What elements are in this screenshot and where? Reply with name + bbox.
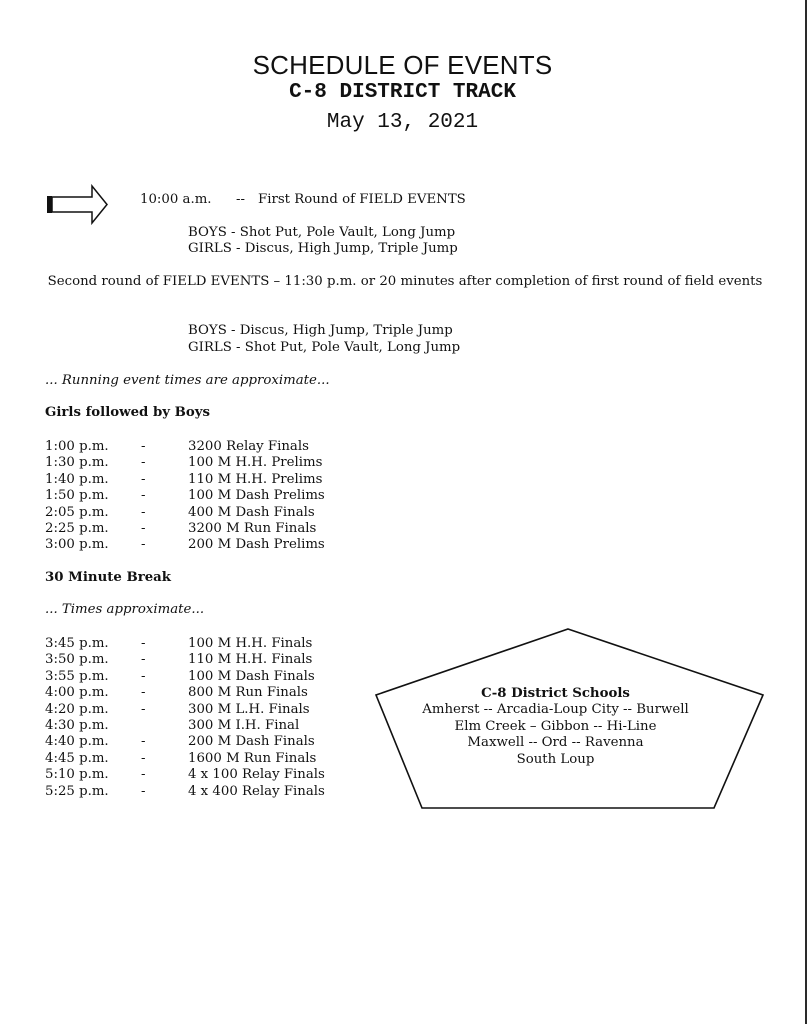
schools-title: C-8 District Schools <box>481 686 630 701</box>
event-name: 4 x 100 Relay Finals <box>188 767 325 783</box>
first-round-label: First Round of FIELD EVENTS <box>258 192 466 207</box>
event-name: 800 M Run Finals <box>188 685 308 701</box>
event-dash: - <box>141 701 146 717</box>
event-dash: - <box>141 783 146 799</box>
first-round-girls: GIRLS - Discus, High Jump, Triple Jump <box>188 241 458 256</box>
event-time: 3:50 p.m. <box>45 652 109 668</box>
event-time: 5:25 p.m. <box>45 783 109 799</box>
event-time: 3:00 p.m. <box>45 537 109 553</box>
schedule-row <box>0 669 400 685</box>
event-dash: - <box>141 439 146 454</box>
event-name: 200 M Dash Prelims <box>188 537 325 553</box>
event-name: 100 M Dash Finals <box>188 668 315 684</box>
event-name: 300 M L.H. Finals <box>188 701 310 717</box>
schedule-row <box>0 472 400 488</box>
event-time: 2:25 p.m. <box>45 521 109 536</box>
event-name: 100 M Dash Prelims <box>188 488 325 504</box>
event-name: 1600 M Run Finals <box>188 750 317 766</box>
event-time: 4:45 p.m. <box>45 750 109 766</box>
event-time: 4:40 p.m. <box>45 734 109 750</box>
event-name: 100 M H.H. Prelims <box>188 455 323 471</box>
times-note: ... Times approximate... <box>45 602 205 617</box>
page-subtitle: C-8 DISTRICT TRACK <box>289 81 516 104</box>
schedule-row <box>0 734 400 750</box>
event-name: 110 M H.H. Prelims <box>188 471 323 487</box>
right-arrow-icon <box>45 184 111 226</box>
event-time: 4:00 p.m. <box>45 685 109 701</box>
schools-line: Elm Creek – Gibbon -- Hi-Line <box>454 718 657 734</box>
event-name: 200 M Dash Finals <box>188 734 315 750</box>
event-dash: - <box>141 455 146 471</box>
event-name: 4 x 400 Relay Finals <box>188 783 325 799</box>
schools-line: South Loup <box>516 751 595 767</box>
second-round-text: Second round of FIELD EVENTS – 11:30 p.m. or 20 minutes after completion of first round of field events <box>47 274 763 289</box>
schedule-row <box>0 439 400 455</box>
break-heading: 30 Minute Break <box>45 570 172 585</box>
first-round-time: 10:00 a.m. <box>140 192 212 207</box>
schedule-row <box>0 488 400 504</box>
schools-line: Amherst -- Arcadia-Loup City -- Burwell <box>422 702 689 718</box>
first-round-separator: -- <box>236 192 245 207</box>
section-heading-girls-boys: Girls followed by Boys <box>45 405 210 420</box>
event-dash: - <box>141 652 146 668</box>
event-dash: - <box>141 685 146 701</box>
event-name: 300 M I.H. Final <box>188 718 300 733</box>
event-name: 3200 M Run Finals <box>188 521 317 536</box>
schedule-row <box>0 652 400 668</box>
event-dash: - <box>141 521 146 536</box>
page-title: SCHEDULE OF EVENTS <box>252 50 553 80</box>
event-time: 3:55 p.m. <box>45 668 109 684</box>
event-time: 1:50 p.m. <box>45 488 109 504</box>
schedule-row <box>0 505 400 521</box>
schedule-row <box>0 521 400 537</box>
event-dash: - <box>141 488 146 504</box>
schedule-row <box>0 537 400 553</box>
schedule-row <box>0 455 400 471</box>
event-time: 2:05 p.m. <box>45 504 109 520</box>
event-time: 4:20 p.m. <box>45 701 109 717</box>
schedule-row <box>0 636 400 652</box>
event-dash: - <box>141 504 146 520</box>
page-edge <box>805 0 807 1024</box>
event-name: 110 M H.H. Finals <box>188 652 313 668</box>
event-time: 5:10 p.m. <box>45 767 109 783</box>
schedule-row <box>0 784 400 800</box>
event-name: 100 M H.H. Finals <box>188 636 313 651</box>
district-schools <box>408 686 703 768</box>
event-dash: - <box>141 537 146 553</box>
event-name: 400 M Dash Finals <box>188 504 315 520</box>
schools-line: Maxwell -- Ord -- Ravenna <box>467 735 644 751</box>
event-time: 4:30 p.m. <box>45 718 109 733</box>
second-round-boys: BOYS - Discus, High Jump, Triple Jump <box>188 323 453 338</box>
schedule-row <box>0 702 400 718</box>
schedule-row <box>0 767 400 783</box>
event-dash: - <box>141 471 146 487</box>
event-time: 3:45 p.m. <box>45 636 109 651</box>
running-note: ... Running event times are approximate... <box>45 373 330 388</box>
schedule-row <box>0 718 400 734</box>
schedule-row <box>0 685 400 701</box>
event-time: 1:00 p.m. <box>45 439 109 454</box>
second-round-girls: GIRLS - Shot Put, Pole Vault, Long Jump <box>188 340 461 355</box>
event-date: May 13, 2021 <box>326 111 479 134</box>
event-dash: - <box>141 668 146 684</box>
event-dash: - <box>141 734 146 750</box>
schedule-row <box>0 751 400 767</box>
event-time: 1:30 p.m. <box>45 455 109 471</box>
event-name: 3200 Relay Finals <box>188 439 309 454</box>
event-dash: - <box>141 750 146 766</box>
first-round-boys: BOYS - Shot Put, Pole Vault, Long Jump <box>188 225 456 240</box>
event-time: 1:40 p.m. <box>45 471 109 487</box>
event-dash: - <box>141 636 146 651</box>
event-dash: - <box>141 767 146 783</box>
